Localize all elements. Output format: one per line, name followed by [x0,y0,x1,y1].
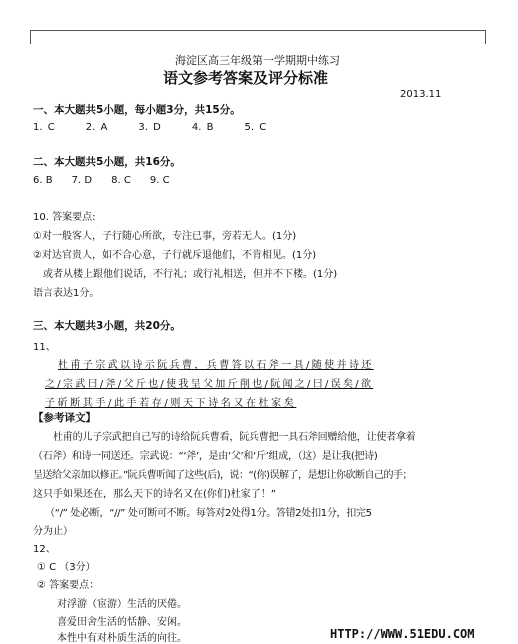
section1-heading: 一、本大题共5小题，每小题3分，共15分。 [33,104,241,116]
q10-language-score: 语言表达1分。 [33,288,100,299]
reference-translation-heading: 【参考译文】 [33,412,96,424]
page-frame-right [485,30,486,44]
q11-punctuated-line3: 子斫断其手/此手若存/则天下诗名又在杜家矣 [45,398,297,409]
q10-label: 10. 答案要点: [33,212,96,223]
section1-answers: 1. C 2. A 3. D 4. B 5. C [33,122,267,133]
section3-heading: 三、本大题共3小题，共20分。 [33,320,181,332]
exam-date: 2013.11 [400,89,442,100]
q11-punctuated-line2: 之/宗武曰/斧/父斤也/使我呈父加斤削也/阮闻之/曰/误矣/欲 [45,379,374,390]
page-frame-top [30,30,486,31]
q12-item2: ② 答案要点： [37,580,100,591]
translation-line2: （石斧）和诗一同送还。宗武说：“‘斧’，是由‘父’和‘斤’组成，（这）是让我(把诗) [33,451,378,462]
translation-line3: 呈送给父亲加以修正。”阮兵曹听闻了这些(后)，说：“(你)误解了，是想让你砍断自己的手； [33,470,412,481]
q11-punctuated-line1: 杜甫子宗武以诗示阮兵曹，兵曹答以石斧一具/随使并诗还 [58,360,374,371]
q12-point3: 本性中有对朴质生活的向往。 [57,633,187,644]
scoring-rule-line1: （“/” 处必断，“//” 处可断可不断。每答对2处得1分。答错2处扣1分，扣完5 [45,508,372,519]
watermark-url: HTTP://WWW.51EDU.COM [330,627,475,641]
q12-label: 12、 [33,544,56,555]
section2-heading: 二、本大题共5小题，共16分。 [33,156,181,168]
page-frame-left [30,30,31,44]
q10-point3: 或者从楼上跟他们说话，不行礼；或行礼相送，但并不下楼。(1分) [43,269,338,280]
q12-item1: ① C （3分） [37,562,96,573]
q10-point2: ②对达官贵人，如不合心意，子行就斥退他们，不肯相见。(1分) [33,250,317,261]
q12-point2: 喜爱田舍生活的恬静、安闲。 [57,617,187,628]
exam-subtitle: 海淀区高三年级第一学期期中练习 [175,54,340,67]
q11-label: 11、 [33,342,56,353]
translation-line1: 杜甫的儿子宗武把自己写的诗给阮兵曹看，阮兵曹把一具石斧回赠给他，让使者拿着 [53,432,416,443]
q10-point1: ①对一般客人，子行随心所欲，专注已事，旁若无人。(1分) [33,231,297,242]
page-title: 语文参考答案及评分标准 [163,69,329,87]
section2-answers: 6. B 7. D 8. C 9. C [33,175,170,186]
q12-point1: 对浮游（宦游）生活的厌倦。 [57,599,187,610]
scoring-rule-line2: 分为止） [33,526,73,537]
translation-line4: 这只手如果还在，那么天下的诗名又在(你们)杜家了！” [33,489,276,500]
